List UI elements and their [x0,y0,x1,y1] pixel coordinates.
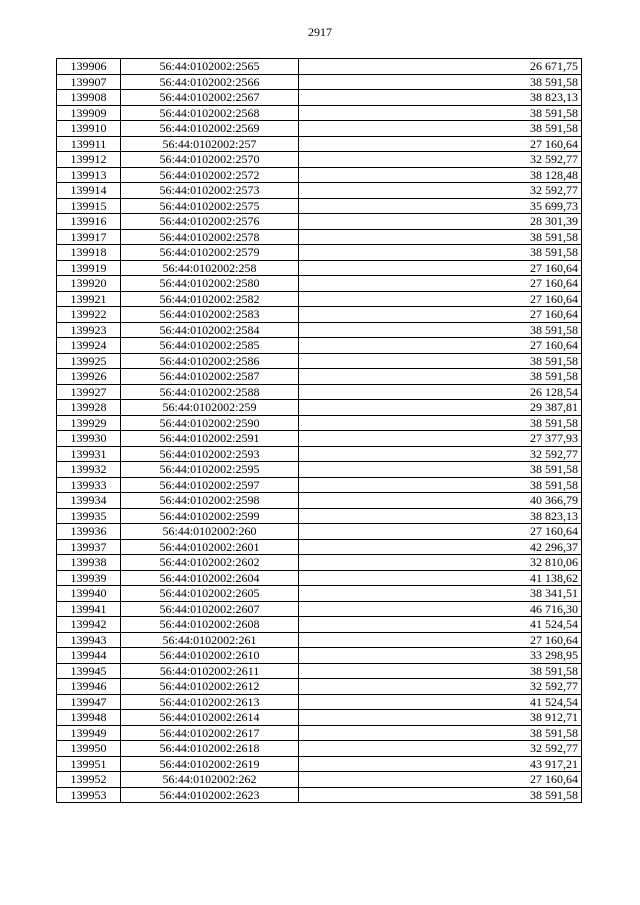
cadastral-number-cell: 56:44:0102002:2586 [121,353,299,369]
row-number-cell: 139943 [57,632,121,648]
row-number-cell: 139909 [57,105,121,121]
table-row [57,539,582,555]
cadastral-number-cell: 56:44:0102002:2607 [121,601,299,617]
cadastral-number-cell: 56:44:0102002:2610 [121,648,299,664]
row-number-cell: 139919 [57,260,121,276]
table-row [57,787,582,803]
value-cell: 27 160,64 [299,632,582,648]
cadastral-number-cell: 56:44:0102002:2595 [121,462,299,478]
table-row [57,710,582,726]
value-cell: 28 301,39 [299,214,582,230]
cadastral-number-cell: 56:44:0102002:2566 [121,74,299,90]
cadastral-number-cell: 56:44:0102002:2565 [121,59,299,75]
row-number-cell: 139938 [57,555,121,571]
cadastral-number-cell: 56:44:0102002:257 [121,136,299,152]
table-row [57,446,582,462]
table-row [57,136,582,152]
cadastral-number-cell: 56:44:0102002:2612 [121,679,299,695]
cadastral-number-cell: 56:44:0102002:2575 [121,198,299,214]
table-row [57,152,582,168]
table-row [57,679,582,695]
value-cell: 32 592,77 [299,446,582,462]
cadastral-number-cell: 56:44:0102002:2623 [121,787,299,803]
value-cell: 38 591,58 [299,74,582,90]
value-cell: 46 716,30 [299,601,582,617]
value-cell: 32 592,77 [299,741,582,757]
cadastral-number-cell: 56:44:0102002:260 [121,524,299,540]
row-number-cell: 139913 [57,167,121,183]
value-cell: 27 160,64 [299,338,582,354]
table-row [57,338,582,354]
table-row [57,276,582,292]
cadastral-number-cell: 56:44:0102002:2587 [121,369,299,385]
row-number-cell: 139917 [57,229,121,245]
value-cell: 35 699,73 [299,198,582,214]
row-number-cell: 139915 [57,198,121,214]
page-number: 2917 [308,25,332,39]
value-cell: 41 524,54 [299,617,582,633]
table-row [57,90,582,106]
cadastral-number-cell: 56:44:0102002:2568 [121,105,299,121]
row-number-cell: 139931 [57,446,121,462]
table-row [57,617,582,633]
cadastral-number-cell: 56:44:0102002:259 [121,400,299,416]
value-cell: 38 591,58 [299,725,582,741]
cadastral-number-cell: 56:44:0102002:2588 [121,384,299,400]
row-number-cell: 139932 [57,462,121,478]
value-cell: 38 591,58 [299,477,582,493]
value-cell: 38 341,51 [299,586,582,602]
row-number-cell: 139934 [57,493,121,509]
row-number-cell: 139941 [57,601,121,617]
value-cell: 27 160,64 [299,307,582,323]
row-number-cell: 139916 [57,214,121,230]
table-row [57,353,582,369]
table-row [57,632,582,648]
row-number-cell: 139945 [57,663,121,679]
cadastral-number-cell: 56:44:0102002:2591 [121,431,299,447]
table-row [57,601,582,617]
table-row [57,741,582,757]
table-row [57,307,582,323]
value-cell: 38 591,58 [299,229,582,245]
row-number-cell: 139930 [57,431,121,447]
value-cell: 27 160,64 [299,291,582,307]
value-cell: 33 298,95 [299,648,582,664]
cadastral-number-cell: 56:44:0102002:2619 [121,756,299,772]
row-number-cell: 139950 [57,741,121,757]
row-number-cell: 139907 [57,74,121,90]
table-row [57,384,582,400]
row-number-cell: 139906 [57,59,121,75]
value-cell: 27 160,64 [299,276,582,292]
table-row [57,493,582,509]
cadastral-number-cell: 56:44:0102002:2570 [121,152,299,168]
row-number-cell: 139929 [57,415,121,431]
value-cell: 38 591,58 [299,415,582,431]
row-number-cell: 139928 [57,400,121,416]
value-cell: 27 377,93 [299,431,582,447]
cadastral-number-cell: 56:44:0102002:2593 [121,446,299,462]
value-cell: 43 917,21 [299,756,582,772]
row-number-cell: 139937 [57,539,121,555]
cadastral-number-cell: 56:44:0102002:262 [121,772,299,788]
cadastral-number-cell: 56:44:0102002:2583 [121,307,299,323]
cadastral-number-cell: 56:44:0102002:261 [121,632,299,648]
row-number-cell: 139908 [57,90,121,106]
table-row [57,431,582,447]
value-cell: 38 591,58 [299,245,582,261]
row-number-cell: 139951 [57,756,121,772]
table-row [57,198,582,214]
value-cell: 38 823,13 [299,90,582,106]
value-cell: 26 128,54 [299,384,582,400]
cadastral-number-cell: 56:44:0102002:2608 [121,617,299,633]
table-row [57,229,582,245]
value-cell: 32 810,06 [299,555,582,571]
value-cell: 26 671,75 [299,59,582,75]
cadastral-number-cell: 56:44:0102002:2601 [121,539,299,555]
row-number-cell: 139923 [57,322,121,338]
table-row [57,291,582,307]
value-cell: 38 591,58 [299,353,582,369]
table-row [57,694,582,710]
table-row [57,756,582,772]
cadastral-number-cell: 56:44:0102002:2569 [121,121,299,137]
row-number-cell: 139921 [57,291,121,307]
table-row [57,415,582,431]
table-row [57,524,582,540]
cadastral-number-cell: 56:44:0102002:2573 [121,183,299,199]
table-row [57,663,582,679]
table-row [57,400,582,416]
value-cell: 38 591,58 [299,105,582,121]
table-row [57,167,582,183]
table-row [57,214,582,230]
cadastral-number-cell: 56:44:0102002:2614 [121,710,299,726]
cadastral-number-cell: 56:44:0102002:2618 [121,741,299,757]
value-cell: 38 591,58 [299,121,582,137]
row-number-cell: 139948 [57,710,121,726]
cadastral-number-cell: 56:44:0102002:2613 [121,694,299,710]
value-cell: 27 160,64 [299,772,582,788]
cadastral-number-cell: 56:44:0102002:2611 [121,663,299,679]
value-cell: 27 160,64 [299,260,582,276]
table-row [57,121,582,137]
table-row [57,772,582,788]
value-cell: 27 160,64 [299,524,582,540]
value-cell: 38 128,48 [299,167,582,183]
table-row [57,59,582,75]
row-number-cell: 139914 [57,183,121,199]
row-number-cell: 139949 [57,725,121,741]
cadastral-number-cell: 56:44:0102002:2579 [121,245,299,261]
row-number-cell: 139920 [57,276,121,292]
row-number-cell: 139910 [57,121,121,137]
row-number-cell: 139947 [57,694,121,710]
table-row [57,369,582,385]
table-row [57,508,582,524]
table-row [57,322,582,338]
value-cell: 38 591,58 [299,462,582,478]
table-row [57,462,582,478]
cadastral-number-cell: 56:44:0102002:2578 [121,229,299,245]
row-number-cell: 139911 [57,136,121,152]
row-number-cell: 139918 [57,245,121,261]
cadastral-number-cell: 56:44:0102002:2590 [121,415,299,431]
table-row [57,586,582,602]
value-cell: 41 138,62 [299,570,582,586]
table-row [57,74,582,90]
row-number-cell: 139912 [57,152,121,168]
table-body [57,59,582,803]
row-number-cell: 139936 [57,524,121,540]
table-row [57,477,582,493]
row-number-cell: 139925 [57,353,121,369]
row-number-cell: 139942 [57,617,121,633]
table-row [57,183,582,199]
cadastral-number-cell: 56:44:0102002:2597 [121,477,299,493]
cadastral-number-cell: 56:44:0102002:2617 [121,725,299,741]
row-number-cell: 139944 [57,648,121,664]
cadastral-number-cell: 56:44:0102002:2585 [121,338,299,354]
value-cell: 32 592,77 [299,679,582,695]
table-row [57,260,582,276]
value-cell: 38 591,58 [299,787,582,803]
table-row [57,105,582,121]
cadastral-number-cell: 56:44:0102002:2598 [121,493,299,509]
value-cell: 38 912,71 [299,710,582,726]
value-cell: 38 823,13 [299,508,582,524]
table-row [57,725,582,741]
cadastral-number-cell: 56:44:0102002:2604 [121,570,299,586]
value-cell: 27 160,64 [299,136,582,152]
row-number-cell: 139952 [57,772,121,788]
table-row [57,245,582,261]
row-number-cell: 139946 [57,679,121,695]
row-number-cell: 139935 [57,508,121,524]
cadastral-number-cell: 56:44:0102002:2580 [121,276,299,292]
cadastral-number-cell: 56:44:0102002:2572 [121,167,299,183]
cadastral-number-cell: 56:44:0102002:2582 [121,291,299,307]
row-number-cell: 139939 [57,570,121,586]
value-cell: 42 296,37 [299,539,582,555]
cadastral-number-cell: 56:44:0102002:2605 [121,586,299,602]
cadastral-number-cell: 56:44:0102002:258 [121,260,299,276]
row-number-cell: 139924 [57,338,121,354]
table-row [57,555,582,571]
row-number-cell: 139927 [57,384,121,400]
cadastral-number-cell: 56:44:0102002:2599 [121,508,299,524]
cadastral-number-cell: 56:44:0102002:2567 [121,90,299,106]
table-row [57,570,582,586]
value-cell: 40 366,79 [299,493,582,509]
row-number-cell: 139926 [57,369,121,385]
table-row [57,648,582,664]
row-number-cell: 139953 [57,787,121,803]
value-cell: 38 591,58 [299,322,582,338]
value-cell: 32 592,77 [299,152,582,168]
row-number-cell: 139940 [57,586,121,602]
value-cell: 29 387,81 [299,400,582,416]
cadastral-number-cell: 56:44:0102002:2576 [121,214,299,230]
cadastral-value-table [56,58,582,803]
value-cell: 38 591,58 [299,663,582,679]
value-cell: 41 524,54 [299,694,582,710]
value-cell: 32 592,77 [299,183,582,199]
value-cell: 38 591,58 [299,369,582,385]
row-number-cell: 139922 [57,307,121,323]
row-number-cell: 139933 [57,477,121,493]
cadastral-number-cell: 56:44:0102002:2584 [121,322,299,338]
cadastral-number-cell: 56:44:0102002:2602 [121,555,299,571]
